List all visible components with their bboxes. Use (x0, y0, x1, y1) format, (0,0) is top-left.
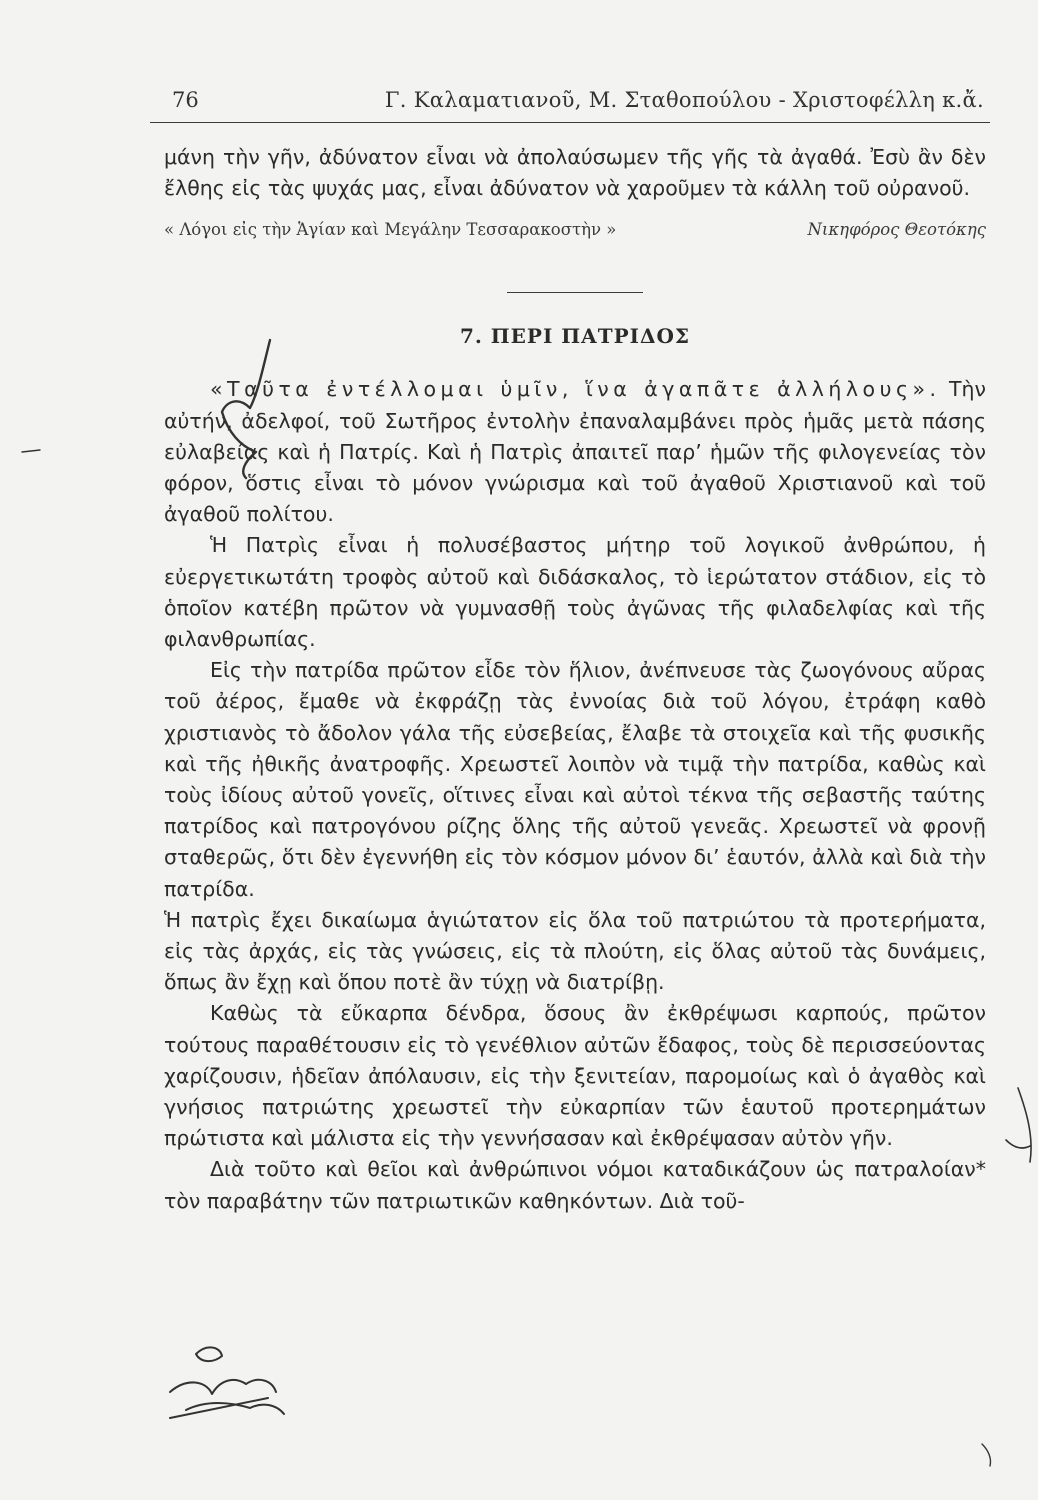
left-margin-tick (22, 450, 40, 452)
paragraph-5: Καθὼς τὰ εὔκαρπα δένδρα, ὅσους ἂν ἐκθρέψωσι καρπούς, πρῶτον τούτους παραθέτουσιν εἰς τὸ γενέθλιον αὐτῶν ἔδαφος, τοὺς δὲ περισσεύοντας χαρίζουσιν, ἡδεῖαν ἀπόλαυσιν, εἰς τὴν ξενιτείαν, παρομοίως καὶ ὁ ἀγαθὸς καὶ γνήσιος πατριώτης χρεωστεῖ τὴν εὐκαρπίαν τῶν ἑαυτοῦ προτερημάτων πρώτιστα καὶ μάλιστα εἰς τὴν γεννήσασαν καὶ ἐκθρέψασαν αὐτὸν γῆν. (164, 1001, 986, 1151)
paragraph-1-text: Τὴν αὐτήν, ἀδελφοί, τοῦ Σωτῆρος ἐντολὴν ἐπαναλαμβάνει πρὸς ἡμᾶς μετὰ πάσης εὐλαβείας καὶ ἡ Πατρίς. Καὶ ἡ Πατρὶς ἀπαιτεῖ παρ’ ἡμῶν τῆς φιλογενείας τὸν φόρον, ὅστις εἶναι τὸ μόνον γνώρισμα καὶ τοῦ ἀγαθοῦ Χριστιανοῦ καὶ τοῦ ἀγαθοῦ πολίτου. (164, 377, 987, 527)
page-body (164, 142, 986, 1217)
section-title: 7. ΠΕΡΙ ΠΑΤΡΙΔΟΣ (459, 324, 691, 349)
source-work: « Λόγοι εἰς τὴν Ἁγίαν καὶ Μεγάλην Τεσσαρακοστὴν » (164, 220, 617, 240)
paragraph-2: Ἡ Πατρὶς εἶναι ἡ πολυσέβαστος μήτηρ τοῦ λογικοῦ ἀνθρώπου, ἡ εὐεργετικωτάτη τροφὸς αὐτοῦ καὶ διδάσκαλος, τὸ ἱερώτατον στάδιον, εἰς τὸ ὁποῖον κατέβη πρῶτον νὰ γυμνασθῇ τοὺς ἀγῶνας τῆς φιλαδελφίας καὶ τῆς φιλανθρωπίας. (164, 533, 986, 651)
paragraph-6: Διὰ τοῦτο καὶ θεῖοι καὶ ἀνθρώπινοι νόμοι καταδικάζουν ὡς πατραλοίαν* τὸν παραβάτην τῶν πατριωτικῶν καθηκόντων. Διὰ τοῦ- (164, 1157, 986, 1213)
handwritten-signature (170, 1347, 284, 1418)
source-author: Νικηφόρος Θεοτόκης (807, 220, 986, 240)
paragraph-4: Ἡ πατρὶς ἔχει δικαίωμα ἁγιώτατον εἰς ὅλα τοῦ πατριώτου τὰ προτερήματα, εἰς τὰς ἀρχάς, εἰς τὰς γνώσεις, εἰς τὰ πλούτη, εἰς ὅλας αὐτοῦ τὰς δυνάμεις, ὅπως ἂν ἔχῃ καὶ ὅπου ποτὲ ἂν τύχῃ νὰ διατρίβῃ. (164, 907, 986, 995)
quote-source (164, 214, 986, 245)
right-edge-doodle (1006, 1088, 1031, 1162)
scripture-quote: «Ταῦτα ἐντέλλομαι ὑμῖν, ἵνα ἀγαπᾶτε ἀλλήλους». (210, 377, 941, 402)
continuation-paragraph: μάνη τὴν γῆν, ἀδύνατον εἶναι νὰ ἀπολαύσωμεν τῆς γῆς τὰ ἀγαθά. Ἐσὺ ἂν δὲν ἔλθης εἰς τὰς ψυχάς μας, εἶναι ἀδύνατον νὰ χαροῦμεν τὰ κάλλη τοῦ οὐρανοῦ. (164, 145, 986, 201)
paragraph-1 (164, 374, 986, 530)
header-authors: Γ. Καλαματιανοῦ, Μ. Σταθοπούλου - Χριστοφέλλη κ.ἄ. (384, 88, 984, 112)
corner-mark (982, 1444, 991, 1466)
paragraph-3: Εἰς τὴν πατρίδα πρῶτον εἶδε τὸν ἥλιον, ἀνέπνευσε τὰς ζωογόνους αὔρας τοῦ ἀέρος, ἔμαθε νὰ ἐκφράζῃ τὰς ἐννοίας διὰ τοῦ λόγου, ἐτράφη καθὸ χριστιανὸς τὸ ἄδολον γάλα τῆς εὐσεβείας, ἔλαβε τὰ στοιχεῖα καὶ τῆς φυσικῆς καὶ τῆς ἠθικῆς ἀνατροφῆς. Χρεωστεῖ λοιπὸν νὰ τιμᾷ τὴν πατρίδα, καθὼς καὶ τοὺς ἰδίους αὐτοῦ γονεῖς, οἵτινες εἶναι καὶ αὐτοὶ τέκνα τῆς σεβαστῆς ταύτης πατρίδος καὶ πατρογόνου ρίζης ὅλης τῆς αὐτοῦ γενεᾶς. Χρεωστεῖ νὰ φρονῇ σταθερῶς, ὅτι δὲν ἐγεννήθη εἰς τὸν κόσμον μόνον δι’ ἑαυτόν, ἀλλὰ καὶ διὰ τὴν πατρίδα. (164, 658, 986, 901)
page-number: 76 (172, 88, 199, 112)
section-divider (507, 292, 643, 294)
running-header (150, 88, 990, 123)
